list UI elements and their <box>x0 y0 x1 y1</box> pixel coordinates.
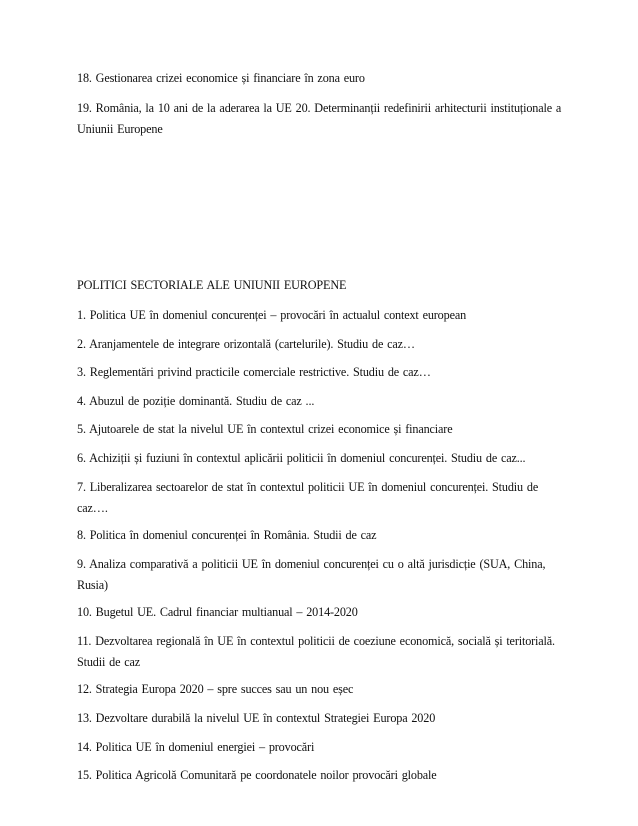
list-item: 8. Politica în domeniul concurenței în România. Studii de caz <box>77 528 377 542</box>
list-item: 5. Ajutoarele de stat la nivelul UE în contextul crizei economice și financiare <box>77 422 453 436</box>
list-item: 12. Strategia Europa 2020 – spre succes sau un nou eșec <box>77 682 354 696</box>
topic-item-18: 18. Gestionarea crizei economice și financiare în zona euro <box>77 71 365 85</box>
list-item: 2. Aranjamentele de integrare orizontală (cartelurile). Studiu de caz… <box>77 337 415 351</box>
list-item: 14. Politica UE în domeniul energiei – provocări <box>77 740 315 754</box>
list-item: 13. Dezvoltare durabilă la nivelul UE în contextul Strategiei Europa 2020 <box>77 711 436 725</box>
topic-item-19-20: 19. România, la 10 ani de la aderarea la UE 20. Determinanții redefinirii arhitecturii instituționale a Uniunii Europene <box>77 101 562 136</box>
list-item: 1. Politica UE în domeniul concurenței – provocări în actualul context european <box>77 308 467 322</box>
list-item: 3. Reglementări privind practicile comerciale restrictive. Studiu de caz… <box>77 365 431 379</box>
list-item: 4. Abuzul de poziție dominantă. Studiu de caz ... <box>77 394 315 408</box>
list-item: 6. Achiziții și fuziuni în contextul aplicării politicii în domeniul concurenței. Studiu de caz... <box>77 451 526 465</box>
list-item: 15. Politica Agricolă Comunitară pe coordonatele noilor provocări globale <box>77 768 437 782</box>
list-item: 7. Liberalizarea sectoarelor de stat în contextul politicii UE în domeniul concurenței. Studiu de caz…. <box>77 480 539 515</box>
list-item: 9. Analiza comparativă a politicii UE în domeniul concurenței cu o altă jurisdicție (SUA, China, Rusia) <box>77 557 546 592</box>
list-item: 10. Bugetul UE. Cadrul financiar multianual – 2014-2020 <box>77 605 358 619</box>
section-title: POLITICI SECTORIALE ALE UNIUNII EUROPENE <box>77 278 347 292</box>
list-item: 11. Dezvoltarea regională în UE în contextul politicii de coeziune economică, socială și teritorială. Studii de caz <box>77 634 555 669</box>
